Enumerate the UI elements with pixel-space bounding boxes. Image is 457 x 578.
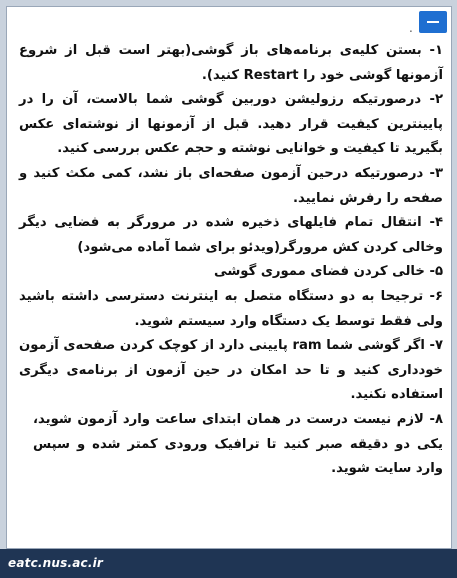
instruction-item-3: ۳- درصورتیکه درحین آزمون صفحه‌ای باز نشد، کمی مکث کنید و صفحه را رفرش نمایید. [19, 165, 443, 206]
instruction-item-2: ۲- درصورتیکه رزولیشن دوربین گوشی شما بالاست، آن را در پایینترین کیفیت قرار دهید. قبل از آزمونها از نوشته‌ای عکس بگیرید تا کیفیت و خوانایی نوشته و حجم عکس بررسی کنید. [19, 92, 443, 157]
content-panel [6, 6, 452, 549]
instructions-list [19, 39, 443, 482]
instruction-item-7: ۷- اگر گوشی شما ram پایینی دارد از کوچک کردن صفحه‌ی آزمون خودداری کنید و تا حد امکان در حین آزمون از برنامه‌ی دیگری استفاده نکنید. [19, 338, 444, 403]
dot-mark: . [409, 21, 413, 35]
footer-bar [0, 549, 457, 578]
instruction-item-6: ۶- ترجیحا به دو دستگاه متصل به اینترنت دسترسی داشته باشید ولی فقط توسط یک دستگاه وارد سیستم شوید. [19, 288, 443, 329]
hamburger-icon [427, 21, 439, 23]
instruction-item-1: ۱- بستن کلیه‌ی برنامه‌های باز گوشی(بهتر است قبل از شروع آزمونها گوشی خود را Restart کنید). [19, 43, 443, 83]
instruction-item-4: ۴- انتقال تمام فایلهای ذخیره شده در مرورگر به فضایی دیگر وخالی کردن کش مرورگر(ویدئو برای شما آماده می‌شود) [19, 215, 443, 255]
instruction-item-5: ۵- خالی کردن فضای مموری گوشی [213, 264, 443, 280]
instruction-item-8: ۸- لازم نیست درست در همان ابتدای ساعت وارد آزمون شوید، یکی دو دقیقه صبر کنید تا ترافیک ورودی کمتر شده و سپس وارد سایت شوید. [33, 411, 443, 477]
footer-site-link[interactable]: eatc.nus.ac.ir [8, 556, 104, 570]
menu-button[interactable] [419, 11, 447, 33]
